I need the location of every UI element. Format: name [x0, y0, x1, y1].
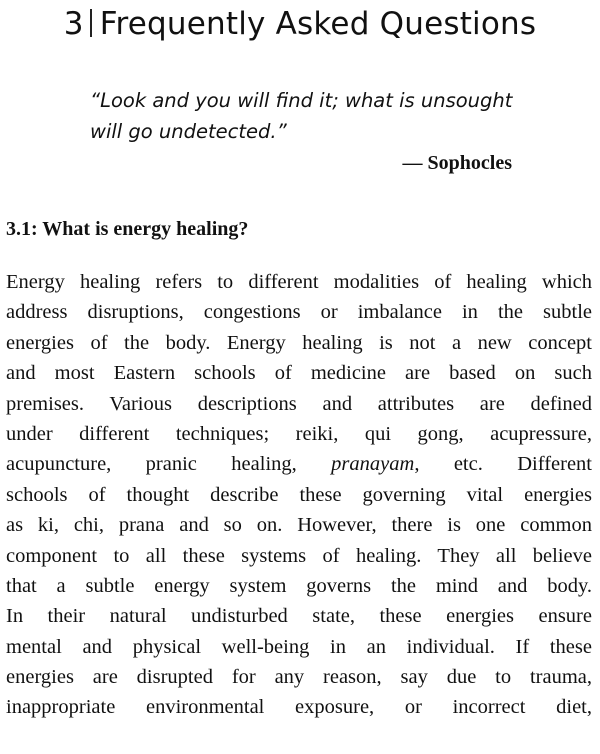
section-heading: 3.1: What is energy healing?	[6, 218, 249, 240]
epigraph-line: will go undetected.”	[90, 120, 287, 143]
chapter-title-text: Frequently Asked Questions	[99, 6, 537, 42]
paragraph-line: schools of thought describe these governing vital energies	[6, 483, 592, 506]
paragraph-line: inappropriate environmental exposure, or incorrect diet,	[6, 696, 592, 719]
chapter-title	[0, 6, 600, 42]
paragraph-line: under different techniques; reiki, qui gong, acupressure,	[6, 422, 592, 445]
paragraph-line: that a subtle energy system governs the mind and body.	[6, 574, 592, 597]
chapter-number: 3	[63, 6, 84, 42]
epigraph-line: “Look and you will find it; what is unsought	[90, 89, 513, 112]
title-separator	[90, 9, 92, 37]
paragraph-line: address disruptions, congestions or imbalance in the subtle	[6, 301, 592, 324]
paragraph-line: as ki, chi, prana and so on. However, there is one common	[6, 514, 592, 537]
emphasized-term: pranayam	[331, 453, 415, 476]
epigraph-quote	[90, 85, 530, 147]
paragraph-line: In their natural undisturbed state, these energies ensure	[6, 605, 592, 628]
paragraph-line: energies of the body. Energy healing is not a new concept	[6, 331, 592, 354]
paragraph-line: premises. Various descriptions and attributes are defined	[6, 392, 592, 415]
body-paragraph	[6, 267, 592, 723]
paragraph-line: component to all these systems of healing. They all believe	[6, 544, 592, 567]
paragraph-line: Energy healing refers to different modalities of healing which	[6, 271, 592, 293]
paragraph-line: and most Eastern schools of medicine are based on such	[6, 362, 592, 385]
line-segment: acupuncture, pranic healing,	[6, 453, 297, 476]
paragraph-line: mental and physical well-being in an individual. If these	[6, 635, 592, 658]
paragraph-line: energies are disrupted for any reason, say due to trauma,	[6, 666, 592, 689]
epigraph-attribution: — Sophocles	[402, 152, 512, 174]
line-segment: , etc. Different	[414, 453, 592, 476]
paragraph-line-with-emphasis	[6, 449, 592, 479]
